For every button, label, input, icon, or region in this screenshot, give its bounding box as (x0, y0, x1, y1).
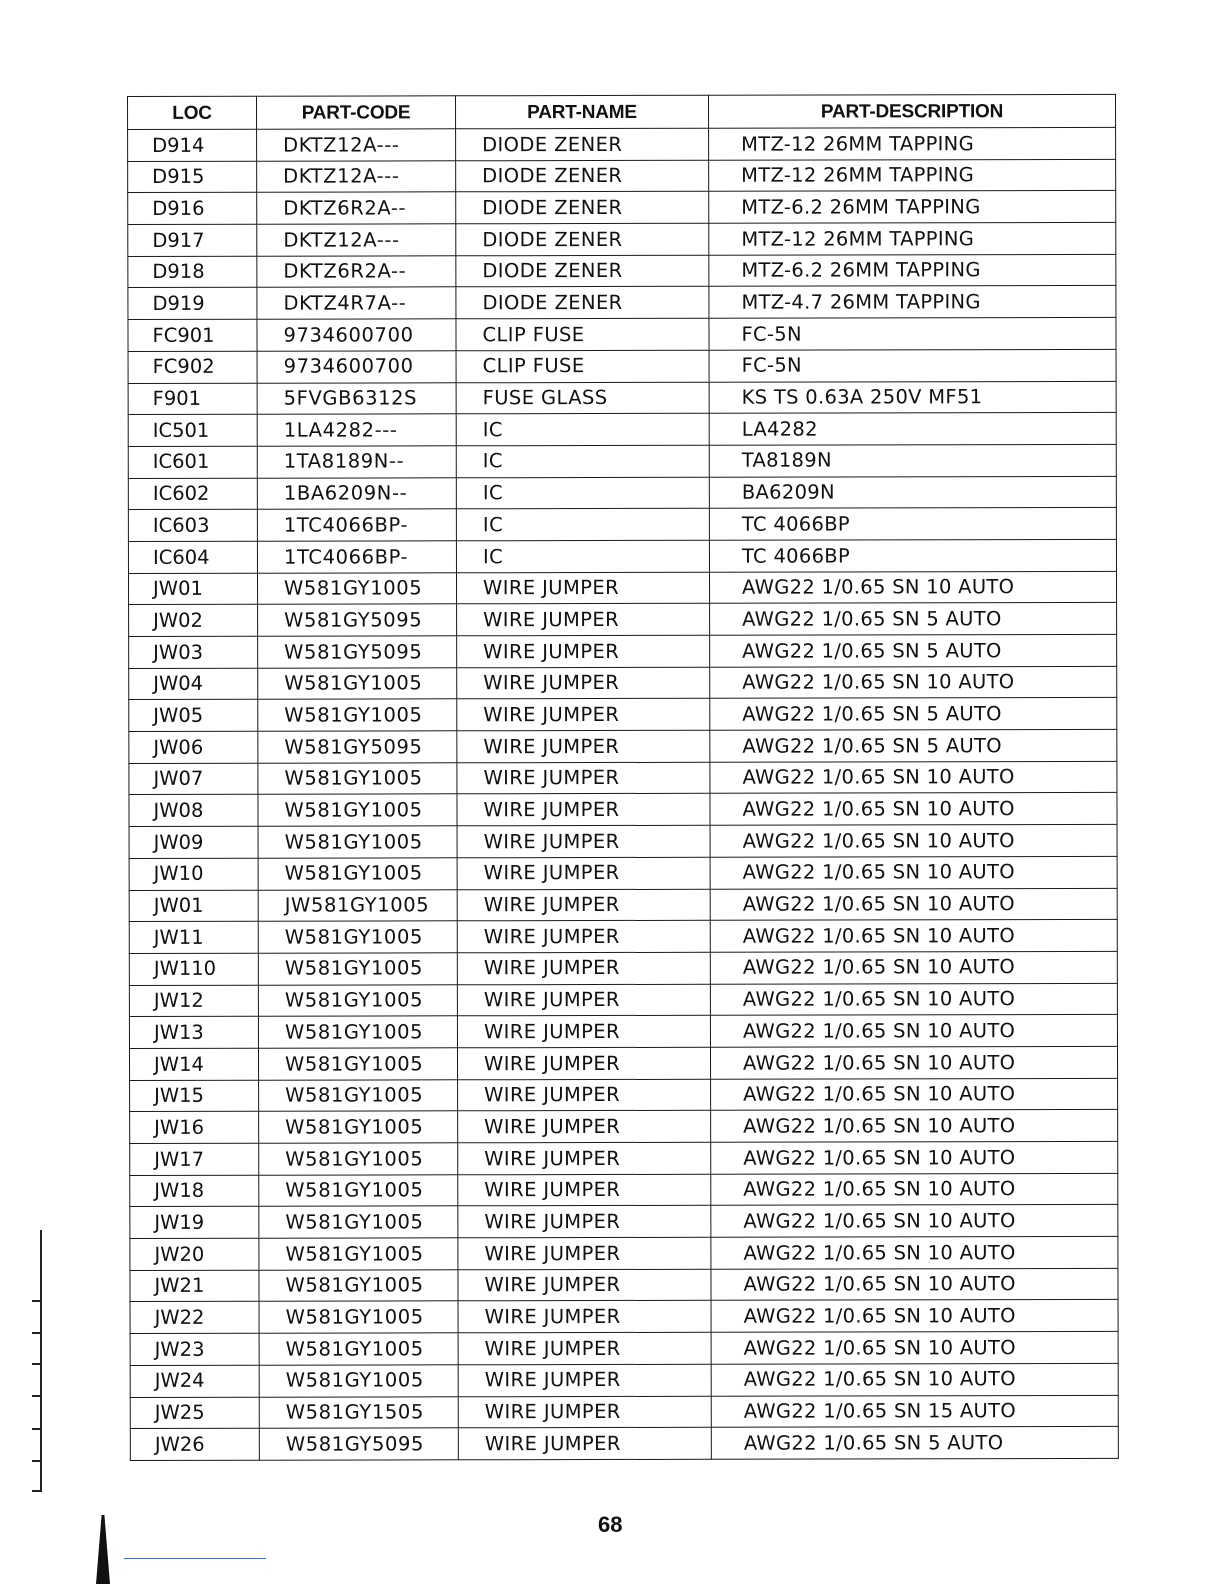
cell-code: W581GY5095 (258, 731, 457, 763)
cell-code: DKTZ6R2A-- (257, 192, 456, 224)
cell-loc: JW20 (130, 1238, 259, 1270)
header-row (128, 94, 1116, 129)
cell-code: DKTZ6R2A-- (257, 256, 456, 288)
cell-code: W581GY1005 (259, 1079, 458, 1111)
cell-name: WIRE JUMPER (457, 1047, 710, 1079)
cell-name: WIRE JUMPER (458, 1364, 711, 1396)
cell-name: WIRE JUMPER (458, 1237, 711, 1269)
cell-desc: AWG22 1/0.65 SN 10 AUTO (710, 856, 1117, 889)
cell-desc: FC-5N (709, 318, 1116, 351)
cell-name: IC (456, 540, 709, 572)
header-part-description: PART-DESCRIPTION (708, 94, 1115, 128)
cell-loc: JW09 (129, 826, 258, 858)
cell-desc: TA8189N (709, 444, 1116, 477)
cell-code: W581GY1005 (259, 1174, 458, 1206)
cell-code: W581GY1005 (259, 1333, 458, 1365)
binding-tick (32, 1428, 42, 1430)
cell-desc: FC-5N (709, 349, 1116, 382)
cell-loc: D919 (128, 288, 257, 320)
cell-desc: AWG22 1/0.65 SN 10 AUTO (711, 1078, 1118, 1111)
cell-desc: MTZ-12 26MM TAPPING (709, 222, 1116, 255)
cell-name: WIRE JUMPER (456, 572, 709, 604)
cell-name: WIRE JUMPER (457, 920, 710, 952)
cell-code: W581GY1005 (258, 921, 457, 953)
table-row (129, 825, 1117, 859)
cell-name: DIODE ZENER (456, 192, 709, 224)
table-row (129, 856, 1117, 890)
cell-loc: D917 (128, 224, 257, 256)
cell-code: W581GY1005 (258, 953, 457, 985)
table-row (130, 1173, 1118, 1207)
page-number: 68 (598, 1512, 623, 1537)
cell-loc: JW01 (128, 573, 257, 605)
cell-loc: JW03 (129, 636, 258, 668)
cell-code: W581GY1005 (259, 1111, 458, 1143)
cell-code: W581GY1005 (259, 1143, 458, 1175)
table-row (130, 1110, 1118, 1144)
cell-name: FUSE GLASS (456, 382, 709, 414)
cell-code: W581GY1005 (259, 1206, 458, 1238)
cell-loc: JW01 (129, 890, 258, 922)
cell-loc: JW11 (129, 921, 258, 953)
table-row (128, 127, 1116, 161)
cell-code: W581GY1005 (259, 1270, 458, 1302)
table-row (128, 508, 1116, 542)
cell-name: WIRE JUMPER (458, 1174, 711, 1206)
cell-loc: JW16 (130, 1112, 259, 1144)
cell-name: DIODE ZENER (456, 223, 709, 255)
table-row (129, 793, 1117, 827)
cell-desc: AWG22 1/0.65 SN 10 AUTO (710, 793, 1117, 826)
table-row (130, 1395, 1118, 1429)
cell-loc: JW02 (129, 605, 258, 637)
table-row (130, 1332, 1118, 1366)
table-row (130, 1141, 1118, 1175)
table-row (128, 539, 1116, 573)
cell-desc: AWG22 1/0.65 SN 10 AUTO (710, 951, 1117, 984)
cell-desc: AWG22 1/0.65 SN 10 AUTO (711, 1332, 1118, 1365)
cell-loc: D918 (128, 256, 257, 288)
cell-loc: JW18 (130, 1175, 259, 1207)
cell-desc: MTZ-4.7 26MM TAPPING (709, 286, 1116, 319)
cell-code: 1LA4282--- (257, 414, 456, 446)
binding-tick (32, 1363, 42, 1365)
cell-loc: JW15 (130, 1080, 259, 1112)
cell-loc: JW19 (130, 1207, 259, 1239)
cell-name: WIRE JUMPER (458, 1079, 711, 1111)
cell-loc: IC602 (128, 478, 257, 510)
cell-name: WIRE JUMPER (457, 635, 710, 667)
cell-loc: F901 (128, 383, 257, 415)
cell-name: IC (456, 445, 709, 477)
table-row (129, 888, 1117, 922)
cell-desc: KS TS 0.63A 250V MF51 (709, 381, 1116, 414)
cell-loc: JW14 (129, 1048, 258, 1080)
cell-code: 1TA8189N-- (257, 446, 456, 478)
cell-loc: D914 (128, 129, 257, 161)
cell-desc: AWG22 1/0.65 SN 5 AUTO (710, 698, 1117, 731)
cell-desc: AWG22 1/0.65 SN 10 AUTO (709, 571, 1116, 604)
table-row (129, 666, 1117, 700)
table-row (128, 349, 1116, 383)
cell-desc: MTZ-6.2 26MM TAPPING (709, 254, 1116, 287)
cell-code: W581GY1005 (258, 667, 457, 699)
cell-code: W581GY1505 (259, 1396, 458, 1428)
cell-loc: JW05 (129, 700, 258, 732)
table-row (129, 761, 1117, 795)
cell-code: W581GY1005 (258, 763, 457, 795)
cell-desc: AWG22 1/0.65 SN 10 AUTO (711, 1300, 1118, 1333)
parts-list-table (127, 94, 1119, 1461)
cell-loc: JW06 (129, 731, 258, 763)
table-row (129, 920, 1117, 954)
cell-loc: JW08 (129, 795, 258, 827)
cell-loc: D915 (128, 161, 257, 193)
cell-code: 1BA6209N-- (257, 477, 456, 509)
table-row (129, 951, 1117, 985)
cell-loc: JW10 (129, 858, 258, 890)
binding-tick (32, 1490, 42, 1492)
cell-desc: AWG22 1/0.65 SN 10 AUTO (710, 825, 1117, 858)
cell-desc: AWG22 1/0.65 SN 5 AUTO (711, 1427, 1118, 1460)
cell-code: W581GY5095 (259, 1428, 458, 1460)
cell-loc: JW110 (129, 953, 258, 985)
cell-name: IC (456, 413, 709, 445)
cell-name: WIRE JUMPER (458, 1111, 711, 1143)
cell-desc: AWG22 1/0.65 SN 10 AUTO (710, 920, 1117, 953)
cell-desc: AWG22 1/0.65 SN 10 AUTO (711, 1363, 1118, 1396)
cell-desc: AWG22 1/0.65 SN 10 AUTO (710, 888, 1117, 921)
cell-name: WIRE JUMPER (457, 825, 710, 857)
cell-name: DIODE ZENER (456, 128, 709, 160)
table-row (129, 983, 1117, 1017)
cell-code: W581GY1005 (258, 984, 457, 1016)
cell-desc: AWG22 1/0.65 SN 10 AUTO (710, 666, 1117, 699)
cell-name: WIRE JUMPER (457, 699, 710, 731)
cell-code: W581GY1005 (259, 1301, 458, 1333)
cell-loc: D916 (128, 193, 257, 225)
cell-desc: MTZ-12 26MM TAPPING (709, 127, 1116, 160)
cell-desc: AWG22 1/0.65 SN 10 AUTO (711, 1173, 1118, 1206)
cell-desc: AWG22 1/0.65 SN 10 AUTO (711, 1110, 1118, 1143)
table-row (130, 1205, 1118, 1239)
table-body (128, 127, 1119, 1460)
cell-desc: BA6209N (709, 476, 1116, 509)
cell-code: 1TC4066BP- (257, 509, 456, 541)
table-row (129, 698, 1117, 732)
cell-desc: LA4282 (709, 413, 1116, 446)
table-row (128, 413, 1116, 447)
cell-name: WIRE JUMPER (458, 1269, 711, 1301)
cell-code: JW581GY1005 (258, 889, 457, 921)
cell-desc: AWG22 1/0.65 SN 10 AUTO (710, 1015, 1117, 1048)
binding-tick (32, 1332, 42, 1334)
cell-code: 9734600700 (257, 319, 456, 351)
cell-code: W581GY5095 (258, 636, 457, 668)
binding-edge-line (40, 1230, 42, 1492)
cell-code: 9734600700 (257, 351, 456, 383)
cell-code: DKTZ12A--- (257, 224, 456, 256)
cell-loc: IC604 (128, 541, 257, 573)
binding-tick (32, 1460, 42, 1462)
cell-loc: IC501 (128, 414, 257, 446)
spine-shadow (96, 1515, 110, 1584)
cell-name: WIRE JUMPER (457, 952, 710, 984)
cell-code: W581GY1005 (259, 1365, 458, 1397)
cell-name: WIRE JUMPER (457, 984, 710, 1016)
cell-desc: AWG22 1/0.65 SN 10 AUTO (711, 1205, 1118, 1238)
cell-code: W581GY1005 (258, 1016, 457, 1048)
table-row (129, 634, 1117, 668)
table-row (130, 1078, 1118, 1112)
cell-name: WIRE JUMPER (458, 1427, 711, 1459)
cell-desc: MTZ-6.2 26MM TAPPING (709, 191, 1116, 224)
table-row (128, 191, 1116, 225)
header-loc: LOC (128, 96, 257, 129)
table-row (130, 1268, 1118, 1302)
binding-tick (32, 1395, 42, 1397)
cell-loc: JW25 (130, 1397, 259, 1429)
cell-code: 5FVGB6312S (257, 382, 456, 414)
cell-name: WIRE JUMPER (458, 1142, 711, 1174)
table-row (128, 476, 1116, 510)
binding-tick (32, 1300, 42, 1302)
cell-name: WIRE JUMPER (457, 857, 710, 889)
cell-code: W581GY1005 (258, 858, 457, 890)
cell-name: WIRE JUMPER (458, 1396, 711, 1428)
cell-code: W581GY1005 (259, 1238, 458, 1270)
cell-name: DIODE ZENER (456, 287, 709, 319)
underline-mark (124, 1558, 266, 1559)
table-row (128, 286, 1116, 320)
cell-code: DKTZ4R7A-- (257, 287, 456, 319)
cell-desc: AWG22 1/0.65 SN 5 AUTO (710, 729, 1117, 762)
cell-desc: MTZ-12 26MM TAPPING (709, 159, 1116, 192)
cell-loc: JW07 (129, 763, 258, 795)
table-row (128, 318, 1116, 352)
cell-code: W581GY1005 (257, 572, 456, 604)
cell-code: 1TC4066BP- (257, 541, 456, 573)
cell-name: WIRE JUMPER (457, 889, 710, 921)
header-part-name: PART-NAME (456, 95, 709, 129)
cell-loc: JW26 (130, 1428, 259, 1460)
cell-desc: AWG22 1/0.65 SN 10 AUTO (711, 1141, 1118, 1174)
cell-loc: JW22 (130, 1302, 259, 1334)
cell-desc: AWG22 1/0.65 SN 5 AUTO (710, 603, 1117, 636)
table-row (130, 1363, 1118, 1397)
table-row (128, 571, 1116, 605)
table-row (128, 254, 1116, 288)
table-row (129, 729, 1117, 763)
cell-desc: AWG22 1/0.65 SN 10 AUTO (710, 983, 1117, 1016)
cell-loc: JW04 (129, 668, 258, 700)
table-row (129, 1015, 1117, 1049)
table-row (128, 222, 1116, 256)
cell-name: WIRE JUMPER (457, 730, 710, 762)
table-row (128, 159, 1116, 193)
cell-name: DIODE ZENER (456, 255, 709, 287)
cell-code: DKTZ12A--- (257, 129, 456, 161)
cell-loc: JW12 (129, 985, 258, 1017)
table-row (128, 381, 1116, 415)
cell-loc: IC603 (128, 509, 257, 541)
cell-loc: FC902 (128, 351, 257, 383)
cell-desc: AWG22 1/0.65 SN 10 AUTO (711, 1268, 1118, 1301)
cell-desc: AWG22 1/0.65 SN 10 AUTO (710, 1046, 1117, 1079)
cell-name: WIRE JUMPER (457, 604, 710, 636)
cell-desc: AWG22 1/0.65 SN 10 AUTO (710, 761, 1117, 794)
cell-name: IC (456, 509, 709, 541)
table-row (130, 1236, 1118, 1270)
cell-desc: AWG22 1/0.65 SN 5 AUTO (710, 634, 1117, 667)
table-row (130, 1300, 1118, 1334)
table-row (129, 1046, 1117, 1080)
cell-code: W581GY1005 (258, 1048, 457, 1080)
table-row (129, 603, 1117, 637)
cell-code: W581GY1005 (258, 699, 457, 731)
cell-name: WIRE JUMPER (457, 1016, 710, 1048)
cell-code: W581GY1005 (258, 826, 457, 858)
cell-desc: AWG22 1/0.65 SN 15 AUTO (711, 1395, 1118, 1428)
cell-loc: JW21 (130, 1270, 259, 1302)
cell-loc: JW23 (130, 1333, 259, 1365)
cell-name: WIRE JUMPER (457, 762, 710, 794)
cell-code: W581GY1005 (258, 794, 457, 826)
cell-loc: FC901 (128, 319, 257, 351)
cell-desc: TC 4066BP (709, 539, 1116, 572)
cell-name: CLIP FUSE (456, 318, 709, 350)
cell-name: WIRE JUMPER (457, 794, 710, 826)
cell-loc: JW17 (130, 1143, 259, 1175)
cell-loc: JW24 (130, 1365, 259, 1397)
cell-name: WIRE JUMPER (458, 1206, 711, 1238)
cell-name: CLIP FUSE (456, 350, 709, 382)
cell-name: DIODE ZENER (456, 160, 709, 192)
cell-name: WIRE JUMPER (458, 1301, 711, 1333)
cell-code: W581GY5095 (258, 604, 457, 636)
table-row (128, 444, 1116, 478)
cell-loc: JW13 (129, 1016, 258, 1048)
cell-desc: AWG22 1/0.65 SN 10 AUTO (711, 1236, 1118, 1269)
cell-code: DKTZ12A--- (257, 160, 456, 192)
cell-loc: IC601 (128, 446, 257, 478)
cell-name: WIRE JUMPER (457, 667, 710, 699)
header-part-code: PART-CODE (257, 96, 456, 129)
cell-desc: TC 4066BP (709, 508, 1116, 541)
table-row (130, 1427, 1118, 1461)
cell-name: WIRE JUMPER (458, 1332, 711, 1364)
cell-name: IC (456, 477, 709, 509)
